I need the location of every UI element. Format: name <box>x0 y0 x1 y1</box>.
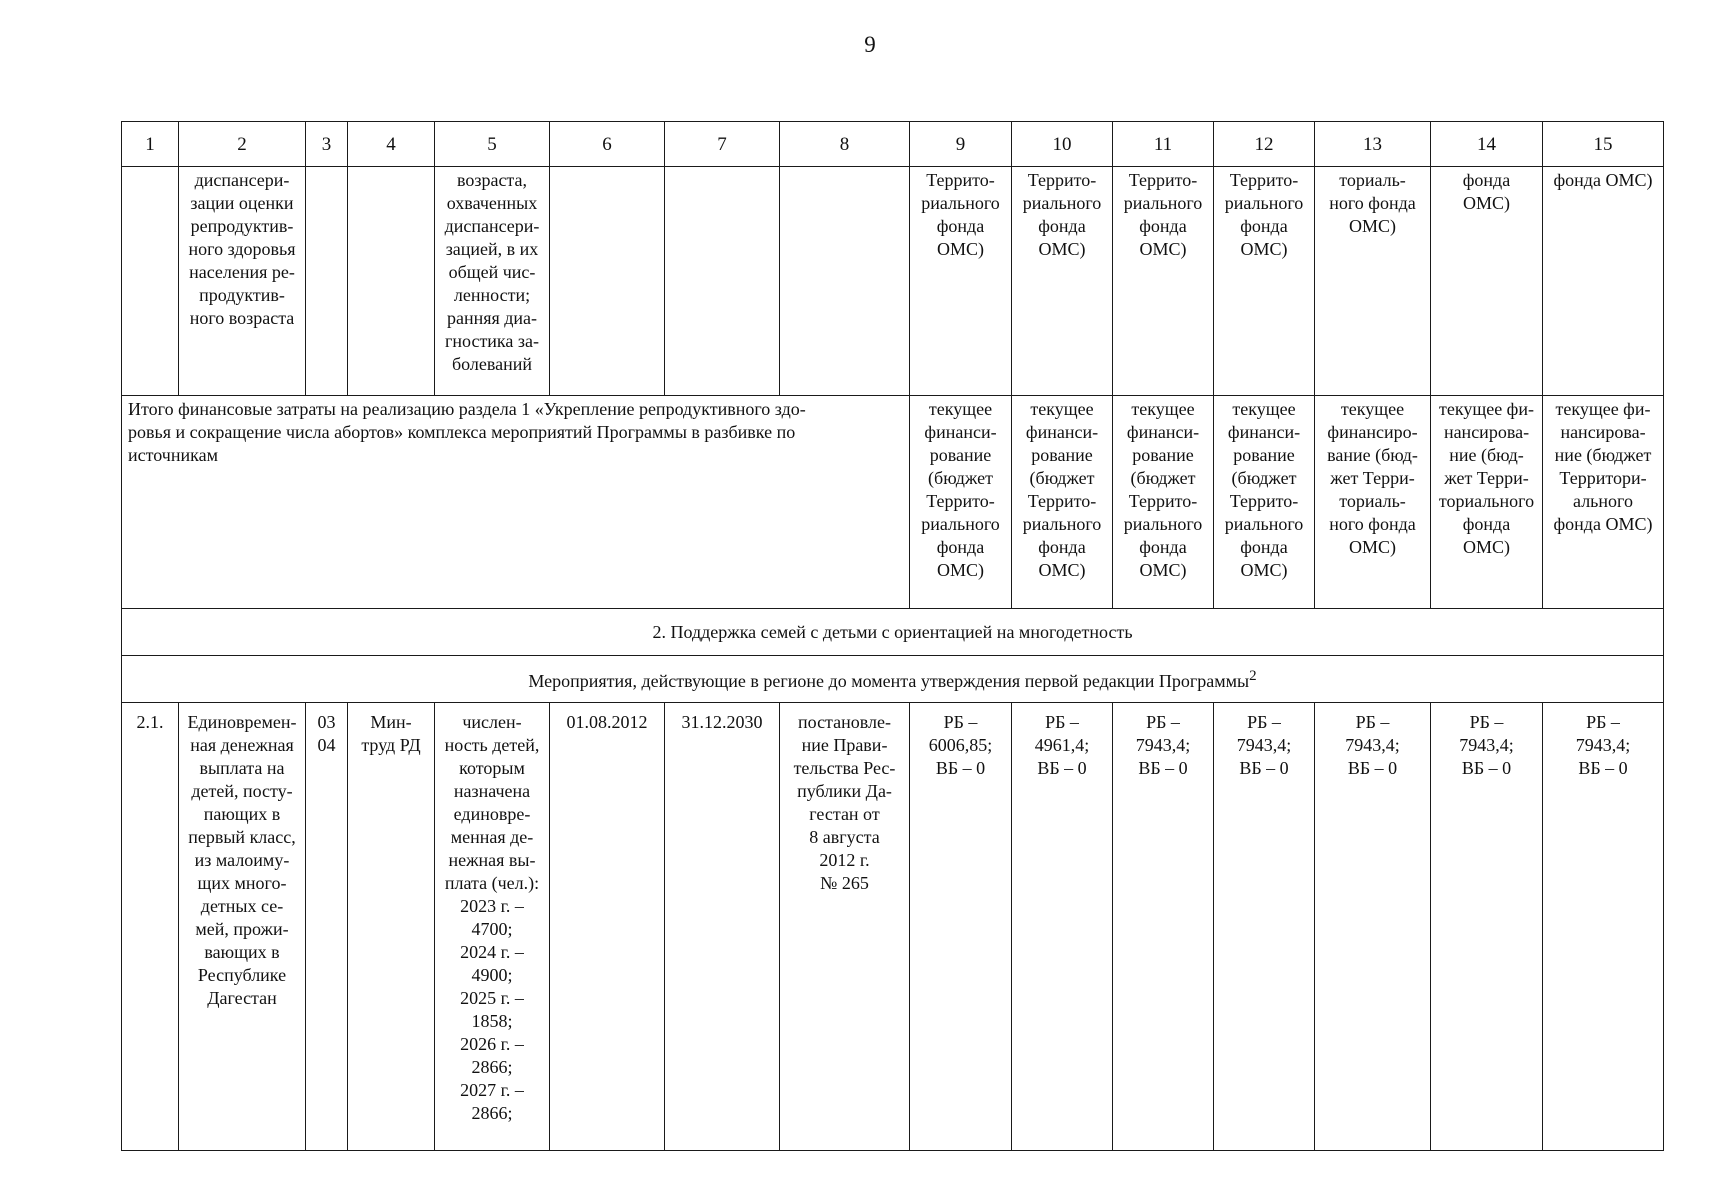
column-number: 12 <box>1214 122 1315 167</box>
section-row <box>122 609 1664 656</box>
table-cell: текущее финанси- рование (бюджет Террито- риального фонда ОМС) <box>1113 396 1214 609</box>
column-number: 9 <box>910 122 1012 167</box>
table-cell: текущее финанси- рование (бюджет Террито- риального фонда ОМС) <box>910 396 1012 609</box>
table-cell <box>780 167 910 396</box>
table-cell: Террито- риального фонда ОМС) <box>1113 167 1214 396</box>
table-cell: текущее фи- нансирова- ние (бюджет Территори- ального фонда ОМС) <box>1543 396 1664 609</box>
table-cell: РБ – 6006,85; ВБ – 0 <box>910 703 1012 1151</box>
table-cell: Единовремен- ная денежная выплата на детей, посту- пающих в первый класс, из малоиму- щих много- детных се- мей, прожи- вающих в Республике Дагестан <box>179 703 306 1151</box>
total-row <box>122 396 1664 609</box>
table-cell: РБ – 7943,4; ВБ – 0 <box>1431 703 1543 1151</box>
column-number: 7 <box>665 122 780 167</box>
column-number: 15 <box>1543 122 1664 167</box>
table-cell: Террито- риального фонда ОМС) <box>910 167 1012 396</box>
table-cell: РБ – 7943,4; ВБ – 0 <box>1315 703 1431 1151</box>
table-cell: 03 04 <box>306 703 348 1151</box>
table-cell: Террито- риального фонда ОМС) <box>1214 167 1315 396</box>
table-cell <box>122 167 179 396</box>
table-cell: ториаль- ного фонда ОМС) <box>1315 167 1431 396</box>
program-table <box>121 121 1664 1151</box>
column-number: 1 <box>122 122 179 167</box>
total-label: Итого финансовые затраты на реализацию раздела 1 «Укрепление репродуктивного здо- ровья и сокращение числа абортов» комплекса мероприятий Программы в разбивке по источникам <box>122 396 910 609</box>
table-cell: 31.12.2030 <box>665 703 780 1151</box>
page-number: 9 <box>864 32 876 57</box>
table-cell: текущее финанси- рование (бюджет Террито- риального фонда ОМС) <box>1012 396 1113 609</box>
table-cell: диспансери- зации оценки репродуктив- ного здоровья населения ре- продуктив- ного возраста <box>179 167 306 396</box>
table-cell <box>665 167 780 396</box>
column-number: 11 <box>1113 122 1214 167</box>
table-cell: фонда ОМС) <box>1431 167 1543 396</box>
column-number: 2 <box>179 122 306 167</box>
table-cell: РБ – 7943,4; ВБ – 0 <box>1543 703 1664 1151</box>
footnote-marker: 2 <box>1249 668 1257 684</box>
column-number: 13 <box>1315 122 1431 167</box>
column-number: 4 <box>348 122 435 167</box>
table-cell: РБ – 7943,4; ВБ – 0 <box>1214 703 1315 1151</box>
table-row <box>122 167 1664 396</box>
table-cell: текущее финанси- рование (бюджет Террито- риального фонда ОМС) <box>1214 396 1315 609</box>
table-cell: постановле- ние Прави- тельства Рес- публики Да- гестан от 8 августа 2012 г. № 265 <box>780 703 910 1151</box>
table-cell: 01.08.2012 <box>550 703 665 1151</box>
table-cell: Террито- риального фонда ОМС) <box>1012 167 1113 396</box>
column-number-row <box>122 122 1664 167</box>
table-cell: текущее фи- нансирова- ние (бюд- жет Терри- ториального фонда ОМС) <box>1431 396 1543 609</box>
column-number: 14 <box>1431 122 1543 167</box>
table-cell: Мин- труд РД <box>348 703 435 1151</box>
section-title: 2. Поддержка семей с детьми с ориентацией на многодетность <box>122 609 1664 656</box>
column-number: 10 <box>1012 122 1113 167</box>
table-cell <box>550 167 665 396</box>
table-cell: РБ – 4961,4; ВБ – 0 <box>1012 703 1113 1151</box>
subsection-row <box>122 656 1664 703</box>
table-cell: возраста, охваченных диспансери- зацией, в их общей чис- ленности; ранняя диа- гностика за- болеваний <box>435 167 550 396</box>
table-cell: текущее финансиро- вание (бюд- жет Терри- ториаль- ного фонда ОМС) <box>1315 396 1431 609</box>
column-number: 6 <box>550 122 665 167</box>
table-cell: числен- ность детей, которым назначена единовре- менная де- нежная вы- плата (чел.): 2023 г. – 4700; 2024 г. – 4900; 2025 г. – 1858; 2026 г. – 2866; 2027 г. – 2866; <box>435 703 550 1151</box>
table-row <box>122 703 1664 1151</box>
column-number: 3 <box>306 122 348 167</box>
table-cell: фонда ОМС) <box>1543 167 1664 396</box>
column-number: 5 <box>435 122 550 167</box>
column-number: 8 <box>780 122 910 167</box>
table-cell <box>348 167 435 396</box>
subsection-cell <box>122 656 1664 703</box>
table-cell: 2.1. <box>122 703 179 1151</box>
table-cell: РБ – 7943,4; ВБ – 0 <box>1113 703 1214 1151</box>
table-cell <box>306 167 348 396</box>
subsection-title: Мероприятия, действующие в регионе до момента утверждения первой редакции Программы <box>528 671 1250 691</box>
